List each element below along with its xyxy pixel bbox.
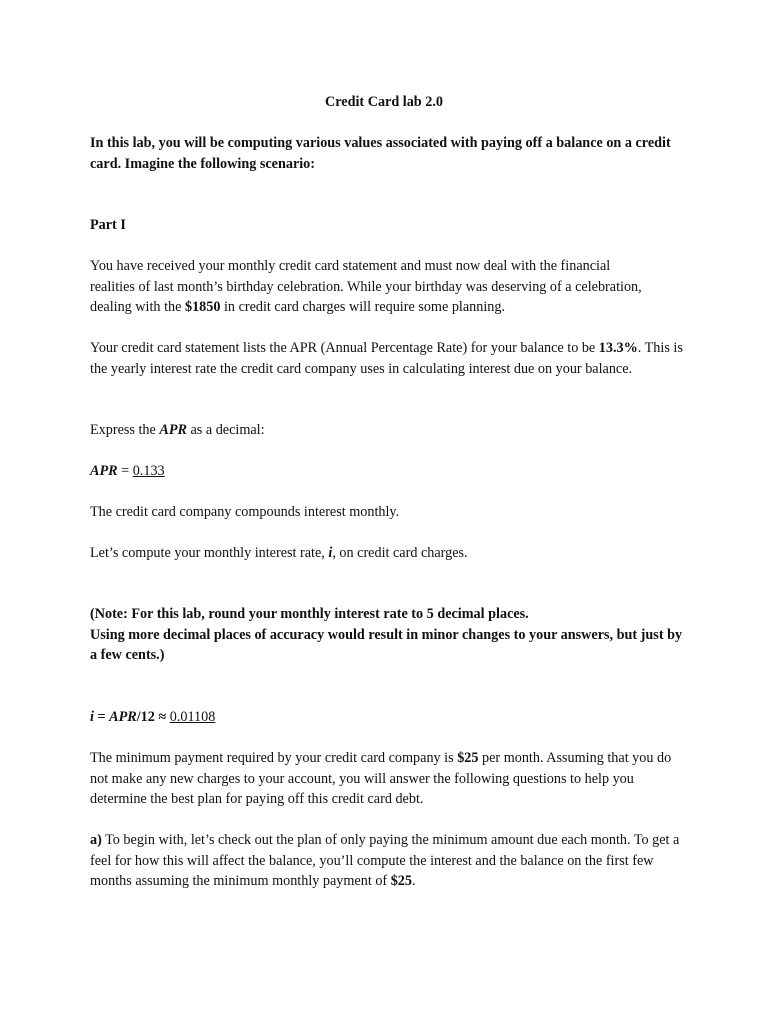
i-equals: = [93,709,110,725]
monthly-rate-prompt-start: Let’s compute your monthly interest rate, [90,545,329,561]
monthly-rate-prompt [90,543,684,564]
express-prompt-end: as a decimal: [186,422,265,438]
minimum-payment-end: per month. Assuming that you do not make any new charges to your account, you will answer the following questions to help you determine the best plan for paying off this credit card debt. [90,750,672,808]
part-a-text: To begin with, let’s check out the plan of only paying the minimum amount due each month. To get a feel for how this will affect the balance, you’ll compute the interest and the balance on the first few months assuming the minimum monthly payment of [90,832,680,890]
apr-paragraph-start: Your credit card statement lists the APR (Annual Percentage Rate) for your balance to be [90,340,599,356]
apr-in-equation: APR [109,709,137,725]
minimum-payment-amount: $25 [457,750,479,766]
monthly-rate-equation [90,707,684,728]
part-a-amount: $25 [390,873,412,890]
rate-variable: i [328,545,333,561]
document-title: Credit Card lab 2.0 [325,94,443,110]
part-a-end: . [411,873,416,890]
apr-paragraph [90,338,684,379]
monthly-rate-prompt-end: , on credit card charges. [332,545,468,561]
apr-paragraph-end: . This is the yearly interest rate the credit card company uses in calculating interest due on your balance. [90,340,683,377]
apr-term: APR [159,422,187,438]
rounding-note-line-2: Using more decimal places of accuracy would result in minor changes to your answers, but just by a few cents.) [90,626,683,664]
rounding-note-line-1: (Note: For this lab, round your monthly interest rate to 5 decimal places. [90,606,529,622]
i-variable: i [90,709,94,725]
scenario-paragraph [90,256,690,318]
minimum-payment-paragraph [90,748,684,810]
balance-amount: $1850 [184,299,221,316]
part-heading: Part I [90,217,126,233]
part-a-label: a) [90,832,102,848]
rounding-note [90,604,684,666]
apr-variable: APR [90,463,118,479]
scenario-line-3-start: dealing with the [90,299,185,316]
scenario-line-3-end: in credit card charges will require some planning. [220,299,506,316]
express-prompt [90,420,684,441]
minimum-payment-start: The minimum payment required by your credit card company is [90,750,458,766]
apr-decimal-value: 0.133 [132,463,165,479]
division-by-twelve: /12 ≈ [136,709,170,725]
compounding-statement: The credit card company compounds interest monthly. [90,504,400,520]
part-a-paragraph [90,830,684,892]
scenario-line-1: You have received your monthly credit card statement and must now deal with the financial [90,258,611,274]
express-prompt-start: Express the [90,422,160,438]
intro-paragraph: In this lab, you will be computing various values associated with paying off a balance on a credit card. Imagine the following scenario: [90,135,671,172]
monthly-rate-value: 0.01108 [169,709,216,725]
scenario-line-2: realities of last month’s birthday celebration. While your birthday was deserving of a celebration, [90,278,642,295]
apr-equation [90,461,684,482]
apr-equals: = [117,463,133,479]
apr-percent: 13.3% [598,340,638,356]
